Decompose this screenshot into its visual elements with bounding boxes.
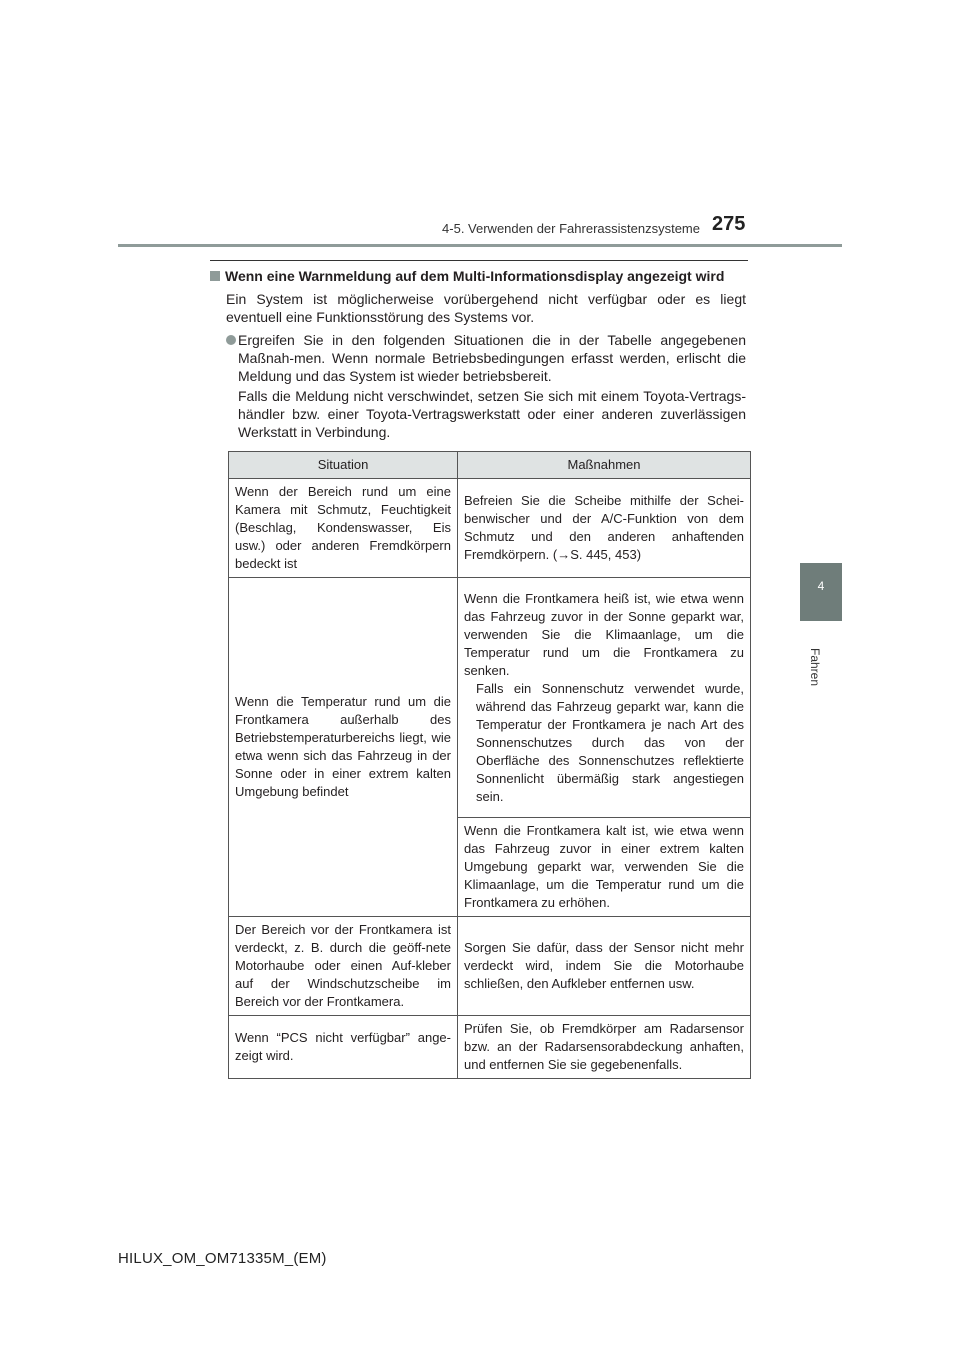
action-note: Falls ein Sonnenschutz verwendet wurde, während das Fahrzeug geparkt war, kann die Temperatur der Frontkamera je nach Art des Sonnenschutzes durch das von der Oberfläche des Sonnenschutzes reflektierte Sonnenlicht übermäßig stark angestiegen sein. xyxy=(476,680,744,804)
action-cell xyxy=(458,578,751,818)
action-cell: Prüfen Sie, ob Fremdkörper am Radarsensor bzw. an der Radarsensorabdeckung anhaften, und entfernen Sie sie gegebenenfalls. xyxy=(458,1016,751,1079)
table-row xyxy=(229,479,751,578)
chapter-tab xyxy=(800,563,842,621)
chapter-label: Fahren xyxy=(808,648,822,687)
action-cell: Wenn die Frontkamera kalt ist, wie etwa wenn das Fahrzeug zuvor in einer extrem kalten Umgebung geparkt war, verwenden Sie die Klimaanlage, um die Temperatur rund um die Frontkamera zu erhöhen. xyxy=(458,818,751,917)
section-heading-text: Wenn eine Warnmeldung auf dem Multi-Informationsdisplay angezeigt wird xyxy=(225,268,725,284)
action-cell: Befreien Sie die Scheibe mithilfe der Schei-benwischer und der A/C-Funktion von dem Schmutz und den anderen anhaftenden Fremdkörpern. (→S. 445, 453) xyxy=(458,479,751,578)
table-row xyxy=(229,578,751,818)
square-bullet-icon xyxy=(210,271,220,281)
action-cell: Sorgen Sie dafür, dass der Sensor nicht mehr verdeckt wird, indem Sie die Motorhaube schließen, den Aufkleber entfernen usw. xyxy=(458,917,751,1016)
column-header-situation: Situation xyxy=(229,452,458,479)
circle-bullet-icon xyxy=(226,335,236,345)
table-row xyxy=(229,1016,751,1079)
table-header-row xyxy=(229,452,751,479)
action-text: Wenn die Frontkamera heiß ist, wie etwa wenn das Fahrzeug zuvor in der Sonne geparkt war, verwenden Sie die Klimaanlage, um die Temperatur rund um die Frontkamera zu senken. xyxy=(464,590,744,678)
table-row xyxy=(229,917,751,1016)
page-number: 275 xyxy=(712,213,746,235)
header-divider xyxy=(118,244,842,247)
followup-paragraph: Falls die Meldung nicht verschwindet, setzen Sie sich mit einem Toyota-Vertrags-händler bzw. einer Toyota-Vertragswerkstatt oder einer anderen zuverlässigen Werkstatt in Verbindung. xyxy=(238,388,746,440)
section-heading xyxy=(210,268,750,284)
section-divider xyxy=(210,260,748,261)
document-code: HILUX_OM_OM71335M_(EM) xyxy=(118,1250,327,1267)
chapter-number: 4 xyxy=(817,579,825,593)
running-header-section: 4-5. Verwenden der Fahrerassistenzsysteme xyxy=(442,221,700,236)
column-header-actions: Maßnahmen xyxy=(458,452,751,479)
situation-cell: Wenn der Bereich rund um eine Kamera mit Schmutz, Feuchtigkeit (Beschlag, Kondenswasser, Eis usw.) oder anderen Fremdkörpern bedeckt ist xyxy=(229,479,458,578)
situation-cell: Wenn “PCS nicht verfügbar” ange-zeigt wird. xyxy=(229,1016,458,1079)
intro-paragraph: Ein System ist möglicherweise vorübergehend nicht verfügbar oder es liegt eventuell eine Funktionsstörung des Systems vor. xyxy=(226,291,746,325)
situation-cell: Wenn die Temperatur rund um die Frontkamera außerhalb des Betriebstemperaturbereichs liegt, wie etwa wenn sich das Fahrzeug in der Sonne oder in einer extrem kalten Umgebung befindet xyxy=(229,578,458,917)
bullet-text: Ergreifen Sie in den folgenden Situationen die in der Tabelle angegebenen Maßnah-men. Wenn normale Betriebsbedingungen erfasst werden, erlischt die Meldung und das System ist wieder betriebsbereit. xyxy=(238,332,746,384)
situation-cell: Der Bereich vor der Frontkamera ist verdeckt, z. B. durch die geöff-nete Motorhaube oder einen Auf-kleber auf der Windschutzscheibe im Bereich vor der Frontkamera. xyxy=(229,917,458,1016)
situation-table xyxy=(228,451,751,1079)
